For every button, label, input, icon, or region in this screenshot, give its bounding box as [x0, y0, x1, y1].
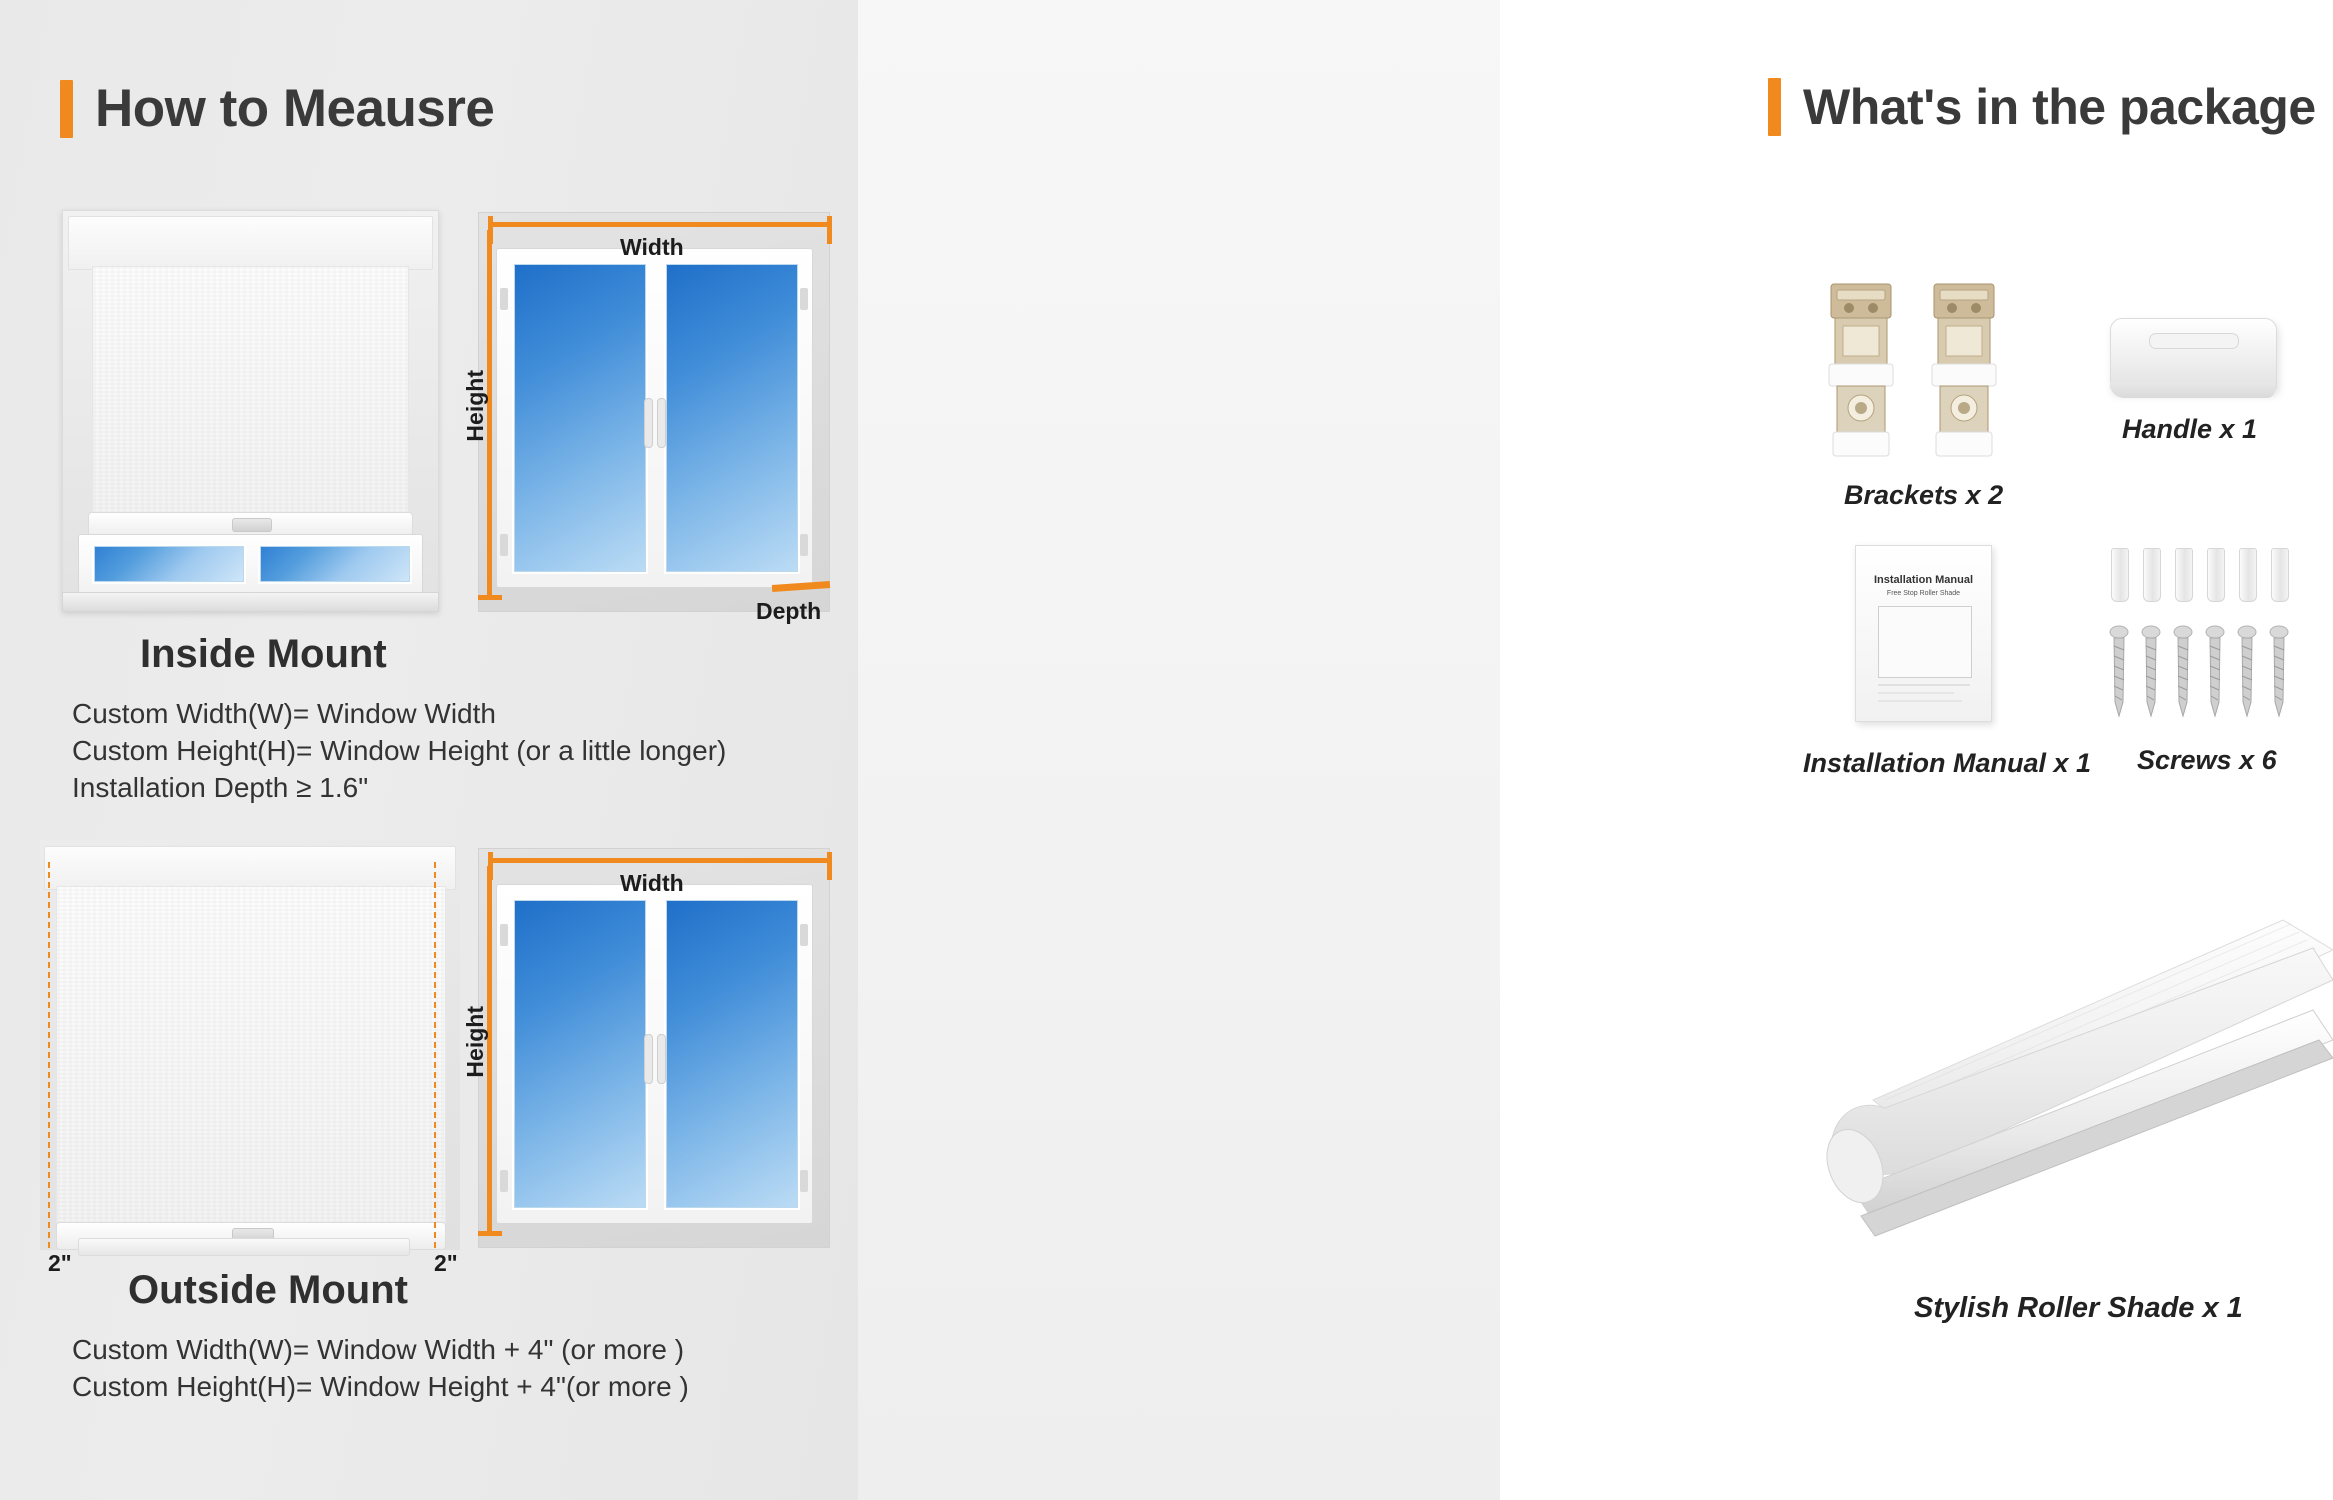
height-label: Height	[462, 370, 488, 442]
screw-icon	[2204, 624, 2226, 725]
window-sill	[78, 1238, 410, 1256]
manual-cover-image	[1878, 606, 1972, 678]
wall-anchor-icon	[2271, 548, 2289, 602]
window-handle-right-icon	[657, 1034, 666, 1084]
hinge-icon	[500, 1170, 508, 1192]
shade-fabric	[56, 886, 446, 1228]
outside-mount-line-2: Custom Height(H)= Window Height + 4"(or more )	[72, 1371, 689, 1402]
bracket-item-2-icon	[1926, 282, 2004, 467]
heading-package	[1768, 78, 2316, 136]
window-handle-left-icon	[644, 1034, 653, 1084]
manual-rule	[1878, 684, 1970, 686]
headrail	[44, 846, 456, 890]
window-handle-left-icon	[644, 398, 653, 448]
hinge-icon	[500, 288, 508, 310]
window-glass-left	[512, 898, 648, 1210]
screw-icon	[2268, 624, 2290, 725]
handle-slot	[2149, 333, 2239, 349]
outside-mount-title: Outside Mount	[128, 1268, 408, 1312]
window-sill	[62, 592, 439, 612]
headrail	[68, 216, 433, 270]
hinge-icon	[800, 924, 808, 946]
accent-bar-icon	[1768, 78, 1781, 136]
window-handle-right-icon	[657, 398, 666, 448]
screws-label: Screws x 6	[2137, 745, 2277, 775]
manual-rule	[1878, 700, 1962, 702]
height-tick-bottom	[478, 1231, 502, 1236]
installation-manual-icon	[1855, 545, 1992, 722]
screw-icon	[2236, 624, 2258, 725]
width-tick-right	[827, 852, 832, 880]
wall-anchor-icon	[2207, 548, 2225, 602]
width-tick-right	[827, 216, 832, 244]
inside-mount-line-2: Custom Height(H)= Window Height (or a little longer)	[72, 735, 727, 766]
screw-icon	[2108, 624, 2130, 725]
wall-anchor-icon	[2111, 548, 2129, 602]
inside-mount-line-3: Installation Depth ≥ 1.6"	[72, 772, 369, 803]
wall-anchor-icon	[2143, 548, 2161, 602]
screw-icon	[2140, 624, 2162, 725]
accent-bar-icon	[60, 80, 73, 138]
hinge-icon	[800, 288, 808, 310]
wall-anchor-icon	[2175, 548, 2193, 602]
inside-mount-title: Inside Mount	[140, 632, 387, 676]
overhang-right-dash	[434, 862, 436, 1248]
hinge-icon	[500, 924, 508, 946]
window-glass-right	[664, 898, 800, 1210]
window-glass-right	[664, 262, 800, 574]
heading-how-to-measure	[60, 78, 494, 139]
overhang-right-label: 2"	[434, 1250, 458, 1276]
handle-base	[2110, 382, 2275, 398]
shade-fabric	[92, 266, 409, 518]
hinge-icon	[800, 534, 808, 556]
manual-title: Installation Manual	[1873, 574, 1973, 586]
heading-text: How to Meausre	[95, 79, 495, 138]
window-glass-right	[258, 544, 412, 584]
window-glass-left	[512, 262, 648, 574]
overhang-left-label: 2"	[48, 1250, 72, 1276]
window-glass-left	[92, 544, 246, 584]
manual-rule	[1878, 692, 1954, 694]
manual-label: Installation Manual x 1	[1803, 748, 2092, 778]
heading-text: What's in the package	[1803, 79, 2316, 135]
outside-mount-line-1: Custom Width(W)= Window Width + 4" (or more )	[72, 1334, 685, 1365]
bracket-item-1-icon	[1823, 282, 1901, 467]
inside-mount-line-1: Custom Width(W)= Window Width	[72, 698, 496, 729]
hinge-icon	[800, 1170, 808, 1192]
how-to-measure-panel	[0, 0, 858, 1500]
height-tick-bottom	[478, 595, 502, 600]
width-label: Width	[620, 870, 684, 896]
bottom-rail-grip	[232, 518, 272, 532]
width-dimension-line	[488, 222, 832, 227]
manual-subtitle: Free Stop Roller Shade	[1886, 590, 1961, 597]
handle-icon	[2110, 318, 2277, 392]
wall-anchor-icon	[2239, 548, 2257, 602]
screw-icon	[2172, 624, 2194, 725]
handle-label: Handle x 1	[2122, 414, 2258, 444]
depth-label: Depth	[756, 598, 822, 624]
width-dimension-line	[488, 858, 832, 863]
roller-shade-label: Stylish Roller Shade x 1	[1914, 1292, 2243, 1324]
package-contents-panel	[858, 0, 2316, 1500]
hinge-icon	[500, 534, 508, 556]
brackets-label: Brackets x 2	[1844, 480, 2004, 510]
height-label: Height	[462, 1006, 488, 1078]
width-label: Width	[620, 234, 684, 260]
roller-shade-product-image	[1813, 900, 2333, 1270]
overhang-left-dash	[48, 862, 50, 1248]
